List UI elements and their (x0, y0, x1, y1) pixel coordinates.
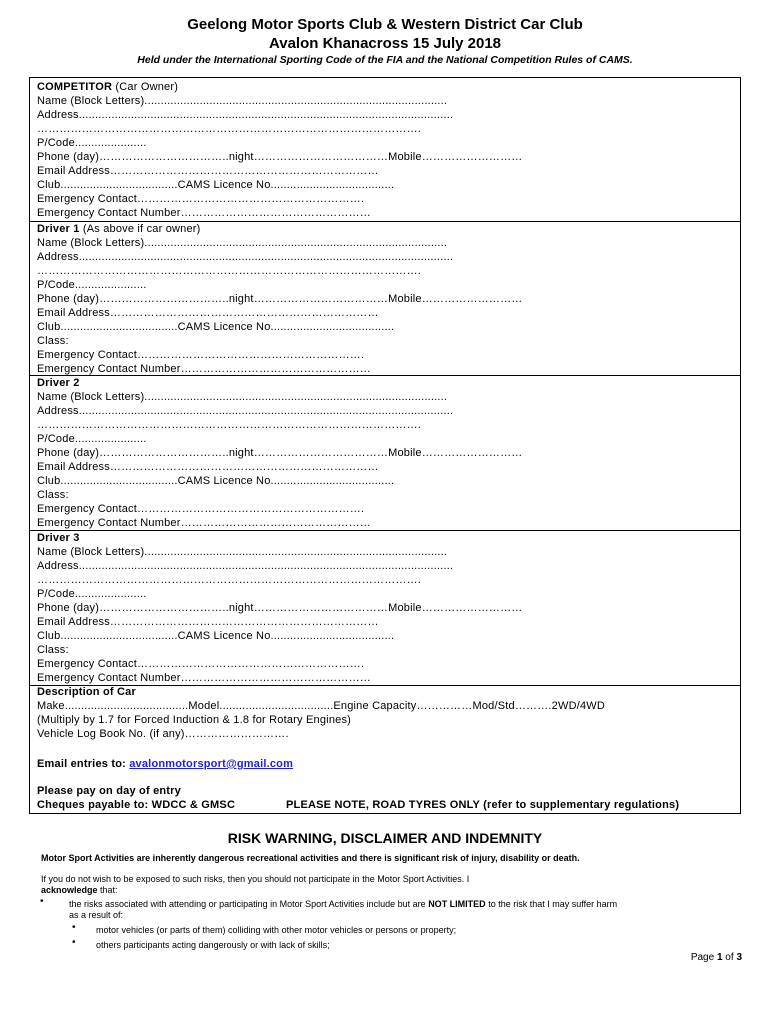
driver2-phone-field[interactable]: Phone (day)……………………………..night………………………………Mobile……………………… (37, 447, 523, 459)
driver1-emergency-number[interactable]: Emergency Contact Number…………………………………………… (37, 363, 371, 375)
driver3-heading: Driver 3 (37, 532, 80, 544)
driver2-class-field[interactable]: Class: (37, 489, 69, 501)
sub-bullet-2: others participants acting dangerously or with lack of skills; (96, 940, 330, 950)
driver2-section (30, 376, 740, 531)
driver3-class-field[interactable]: Class: (37, 644, 69, 656)
driver1-postcode-field[interactable]: P/Code...................... (37, 279, 147, 291)
competitor-emergency-number[interactable]: Emergency Contact Number…………………………………………… (37, 207, 371, 219)
driver2-email-field[interactable]: Email Address……………………………………………………………… (37, 461, 379, 473)
page-num: 1 (716, 952, 723, 963)
risk-warning-title: RISK WARNING, DISCLAIMER AND INDEMNITY (227, 830, 543, 846)
driver3-club-field[interactable]: Club....................................CAMS Licence No...................................... (37, 630, 395, 642)
driver3-postcode-field[interactable]: P/Code...................... (37, 588, 147, 600)
risk-lead-text: Motor Sport Activities are inherently dangerous recreational activities and there is significant risk of injury, disability or death. (41, 853, 580, 863)
driver3-address-field[interactable]: Address................................................................................................................... (37, 560, 454, 572)
bullet1-text-a: the risks associated with attending or participating in Motor Sport Activities include but are (69, 899, 429, 909)
cheques-payable-note: Cheques payable to: WDCC & GMSC (37, 799, 236, 811)
road-tyres-note: PLEASE NOTE, ROAD TYRES ONLY (refer to supplementary regulations) (286, 799, 680, 811)
competitor-club-field[interactable]: Club....................................CAMS Licence No...................................... (37, 179, 395, 191)
car-multiply-note: (Multiply by 1.7 for Forced Induction & 1.8 for Rotary Engines) (37, 714, 352, 726)
car-description-section (30, 686, 740, 814)
driver3-section (30, 531, 740, 686)
driver1-class-field[interactable]: Class: (37, 335, 69, 347)
driver1-heading-note: (As above if car owner) (79, 223, 201, 235)
driver1-address-line2[interactable]: …………………………………………………………………………………………. (37, 265, 422, 277)
acknowledge-rest: that: (97, 885, 118, 895)
driver2-club-field[interactable]: Club....................................CAMS Licence No...................................... (37, 475, 395, 487)
driver3-phone-field[interactable]: Phone (day)……………………………..night………………………………Mobile……………………… (37, 602, 523, 614)
competitor-heading: COMPETITOR (37, 81, 113, 93)
driver3-emergency-contact[interactable]: Emergency Contact……………………………………………………. (37, 658, 365, 670)
competitor-address-field[interactable]: Address................................................................................................................... (37, 109, 454, 121)
driver1-section (30, 222, 740, 376)
competitor-name-field[interactable]: Name (Block Letters)............................................................................................. (37, 95, 448, 107)
driver2-postcode-field[interactable]: P/Code...................... (37, 433, 147, 445)
driver1-email-field[interactable]: Email Address……………………………………………………………… (37, 307, 379, 319)
car-logbook-field[interactable]: Vehicle Log Book No. (if any)………………………. (37, 728, 289, 740)
page-total: 3 (736, 952, 742, 963)
page-number (691, 952, 742, 963)
bullet-icon: • (40, 896, 44, 907)
driver3-emergency-number[interactable]: Emergency Contact Number…………………………………………… (37, 672, 371, 684)
driver1-address-field[interactable]: Address................................................................................................................... (37, 251, 454, 263)
driver2-emergency-number[interactable]: Emergency Contact Number…………………………………………… (37, 517, 371, 529)
driver2-heading: Driver 2 (37, 377, 80, 389)
competitor-heading-note: (Car Owner) (112, 81, 179, 93)
page-of: of (722, 952, 737, 963)
entry-form-box (29, 77, 741, 814)
driver2-address-field[interactable]: Address................................................................................................................... (37, 405, 454, 417)
sub-bullet-icon: • (72, 937, 76, 948)
bullet1-bold: NOT LIMITED (428, 899, 486, 909)
driver1-name-field[interactable]: Name (Block Letters)............................................................................................. (37, 237, 448, 249)
email-entries-link[interactable]: avalonmotorsport@gmail.com (129, 758, 294, 770)
driver1-emergency-contact[interactable]: Emergency Contact……………………………………………………. (37, 349, 365, 361)
car-make-model-field[interactable]: Make......................................Model...................................Engine Capacity……………Mod/Std……….2WD/4WD (37, 700, 606, 712)
driver3-name-field[interactable]: Name (Block Letters)............................................................................................. (37, 546, 448, 558)
acknowledge-bold: acknowledge (41, 885, 98, 895)
competitor-emergency-contact[interactable]: Emergency Contact……………………………………………………. (37, 193, 365, 205)
driver1-club-field[interactable]: Club....................................CAMS Licence No...................................... (37, 321, 395, 333)
page-prefix: Page (690, 952, 717, 963)
title-line-1: Geelong Motor Sports Club & Western District Car Club (187, 16, 583, 33)
driver3-address-line2[interactable]: …………………………………………………………………………………………. (37, 574, 422, 586)
driver1-phone-field[interactable]: Phone (day)……………………………..night………………………………Mobile……………………… (37, 293, 523, 305)
competitor-section (30, 78, 740, 222)
driver2-name-field[interactable]: Name (Block Letters)............................................................................................. (37, 391, 448, 403)
bullet1-text-b: to the risk that I may suffer harm (485, 899, 618, 909)
driver3-email-field[interactable]: Email Address……………………………………………………………… (37, 616, 379, 628)
driver2-address-line2[interactable]: …………………………………………………………………………………………. (37, 419, 422, 431)
competitor-address-line2[interactable]: …………………………………………………………………………………………. (37, 123, 422, 135)
competitor-email-field[interactable]: Email Address……………………………………………………………… (37, 165, 379, 177)
driver1-heading: Driver 1 (37, 223, 80, 235)
sub-bullet-1: motor vehicles (or parts of them) colliding with other motor vehicles or persons or property; (96, 925, 457, 935)
title-line-2: Avalon Khanacross 15 July 2018 (268, 35, 502, 52)
risk-para1: If you do not wish to be exposed to such risks, then you should not participate in the Motor Sport Activities. I (41, 874, 470, 884)
driver2-emergency-contact[interactable]: Emergency Contact……………………………………………………. (37, 503, 365, 515)
bullet1-text-c: as a result of: (69, 910, 124, 920)
sub-bullet-icon: • (72, 922, 76, 933)
competitor-postcode-field[interactable]: P/Code...................... (37, 137, 147, 149)
competitor-phone-field[interactable]: Phone (day)……………………………..night………………………………Mobile……………………… (37, 151, 523, 163)
car-heading: Description of Car (37, 686, 136, 698)
email-entries-label: Email entries to: (37, 758, 130, 770)
subtitle: Held under the International Sporting Code of the FIA and the National Competition Rules of CAMS. (137, 54, 633, 66)
pay-on-day-note: Please pay on day of entry (37, 785, 181, 797)
